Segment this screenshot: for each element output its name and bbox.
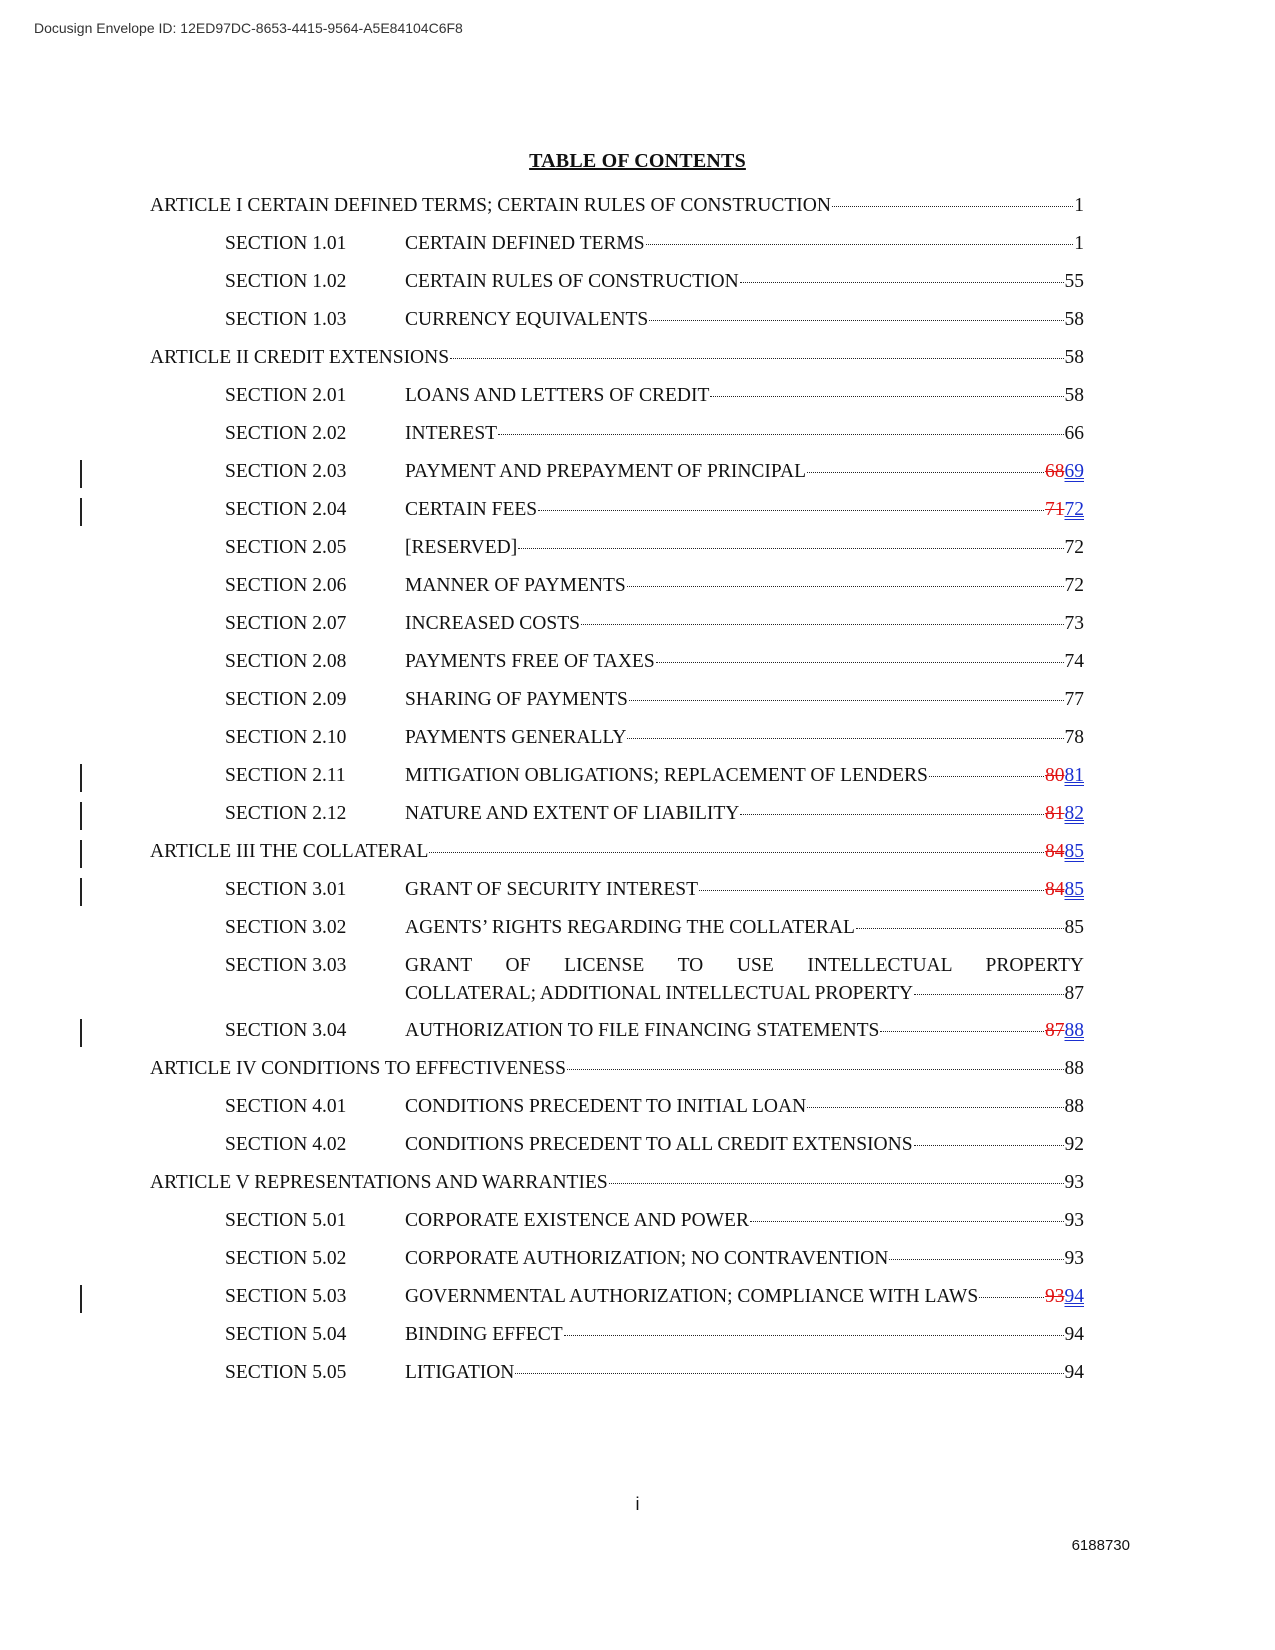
toc-section-entry[interactable] [225, 876, 1084, 904]
deleted-page-number: 87 [1045, 1020, 1065, 1041]
dot-leader [627, 738, 1063, 739]
toc-line [225, 268, 1084, 296]
page-ref[interactable]: 85 [1064, 917, 1084, 938]
page-ref[interactable] [1045, 458, 1084, 486]
toc-section-entry[interactable] [225, 762, 1084, 790]
section-number: SECTION 5.03 [225, 1286, 347, 1307]
toc-line [225, 458, 1084, 486]
section-number: SECTION 4.02 [225, 1134, 347, 1155]
dot-leader [515, 1373, 1063, 1374]
page-ref[interactable]: 73 [1064, 613, 1084, 634]
toc-article-entry[interactable] [150, 838, 1084, 866]
toc-entry-title: CORPORATE AUTHORIZATION; NO CONTRAVENTION [405, 1248, 889, 1269]
dot-leader [629, 700, 1064, 701]
page-ref[interactable]: 87 [1064, 983, 1084, 1004]
toc-entry-body [405, 800, 1084, 828]
toc-entry-title: CERTAIN RULES OF CONSTRUCTION [405, 271, 739, 292]
section-number: SECTION 2.03 [225, 461, 347, 482]
page-ref[interactable] [1045, 876, 1084, 904]
inserted-page-number[interactable]: 94 [1064, 1286, 1084, 1307]
toc-entry-title: INCREASED COSTS [405, 613, 580, 634]
inserted-page-number[interactable]: 69 [1064, 461, 1084, 482]
toc-entry-title: INTEREST [405, 423, 498, 444]
page-ref[interactable] [1045, 800, 1084, 828]
section-number: SECTION 2.05 [225, 537, 347, 558]
section-number: SECTION 2.06 [225, 575, 347, 596]
docusign-envelope-id: Docusign Envelope ID: 12ED97DC-8653-4415-9564-A5E84104C6F8 [34, 20, 463, 36]
dot-leader [914, 1145, 1064, 1146]
toc-line [150, 1169, 1084, 1197]
toc-line [225, 1245, 1084, 1273]
toc-article-entry[interactable] [150, 1169, 1084, 1197]
inserted-page-number[interactable]: 81 [1064, 765, 1084, 786]
toc-section-entry[interactable] [225, 800, 1084, 828]
toc-entry-title: ARTICLE II CREDIT EXTENSIONS [150, 347, 450, 368]
toc-line [225, 230, 1084, 258]
dot-leader [929, 776, 1044, 777]
toc-entry-body [405, 496, 1084, 524]
deleted-page-number: 71 [1045, 499, 1065, 520]
page-ref[interactable]: 78 [1064, 727, 1084, 748]
inserted-page-number[interactable]: 72 [1064, 499, 1084, 520]
page-ref[interactable] [1045, 838, 1084, 866]
dot-leader [832, 206, 1073, 207]
dot-leader [538, 510, 1044, 511]
deleted-page-number: 81 [1045, 803, 1065, 824]
toc-entry-title-line1: GRANT OF LICENSE TO USE INTELLECTUAL PROPERTY [405, 955, 1084, 976]
toc-section-entry[interactable] [225, 1283, 1084, 1311]
toc-section-entry[interactable] [225, 572, 1084, 600]
dot-leader [656, 662, 1064, 663]
toc-section-entry[interactable] [225, 952, 1084, 1008]
dot-leader [856, 928, 1064, 929]
toc-entry-body [405, 1207, 1084, 1235]
toc-entry-title: [RESERVED] [405, 537, 518, 558]
page-number: i [635, 1494, 640, 1514]
page-ref[interactable]: 58 [1064, 385, 1084, 406]
page-ref[interactable]: 58 [1064, 347, 1084, 368]
toc-entry-title: PAYMENT AND PREPAYMENT OF PRINCIPAL [405, 461, 806, 482]
section-number: SECTION 2.04 [225, 499, 347, 520]
dot-leader [710, 396, 1063, 397]
dot-leader [567, 1069, 1064, 1070]
toc-section-entry[interactable] [225, 1131, 1084, 1159]
deleted-page-number: 93 [1045, 1286, 1065, 1307]
dot-leader [429, 852, 1044, 853]
toc-entry-title: NATURE AND EXTENT OF LIABILITY [405, 803, 740, 824]
toc-entry-title: ARTICLE III THE COLLATERAL [150, 841, 429, 862]
toc-line [225, 1283, 1084, 1311]
toc-entry-body [405, 306, 1084, 334]
toc-section-entry[interactable] [225, 534, 1084, 562]
toc-section-entry[interactable] [225, 724, 1084, 752]
inserted-page-number[interactable]: 82 [1064, 803, 1084, 824]
section-number: SECTION 2.12 [225, 803, 347, 824]
dot-leader [807, 1107, 1063, 1108]
toc-entry-line2 [405, 980, 1084, 1008]
toc-section-entry[interactable] [225, 1245, 1084, 1273]
revision-change-bar [80, 840, 82, 868]
page-ref[interactable]: 55 [1064, 271, 1084, 292]
page-ref[interactable]: 77 [1064, 689, 1084, 710]
toc-entry-body [405, 952, 1084, 1008]
toc-entry-title: CORPORATE EXISTENCE AND POWER [405, 1210, 749, 1231]
section-number: SECTION 2.11 [225, 765, 346, 786]
section-number: SECTION 5.02 [225, 1248, 347, 1269]
dot-leader [564, 1335, 1064, 1336]
section-number: SECTION 2.08 [225, 651, 347, 672]
toc-section-entry[interactable] [225, 1321, 1084, 1349]
dot-leader [880, 1031, 1044, 1032]
revision-change-bar [80, 764, 82, 792]
page-ref[interactable]: 58 [1064, 309, 1084, 330]
revision-change-bar [80, 460, 82, 488]
toc-entry-title-line2: COLLATERAL; ADDITIONAL INTELLECTUAL PROPERTY [405, 983, 914, 1004]
section-number: SECTION 2.09 [225, 689, 347, 710]
toc-entry-body [405, 420, 1084, 448]
toc-line [225, 762, 1084, 790]
toc-line [225, 648, 1084, 676]
page-ref[interactable] [1045, 1283, 1084, 1311]
section-number: SECTION 5.05 [225, 1362, 347, 1383]
dot-leader [498, 434, 1063, 435]
dot-leader [649, 320, 1063, 321]
dot-leader [807, 472, 1044, 473]
revision-change-bar [80, 878, 82, 906]
toc-line [225, 572, 1084, 600]
page-ref[interactable] [1045, 1017, 1084, 1045]
toc-entry-title: SHARING OF PAYMENTS [405, 689, 628, 710]
revision-change-bar [80, 498, 82, 526]
toc-entry-body [405, 1245, 1084, 1273]
toc-line [225, 686, 1084, 714]
toc-section-entry[interactable] [225, 420, 1084, 448]
dot-leader [518, 548, 1063, 549]
section-number: SECTION 3.03 [225, 955, 347, 976]
toc-entry-body [405, 572, 1084, 600]
toc-entry-title: GRANT OF SECURITY INTEREST [405, 879, 699, 900]
dot-leader [740, 814, 1044, 815]
toc-entry-title: MANNER OF PAYMENTS [405, 575, 626, 596]
page-ref[interactable]: 92 [1064, 1134, 1084, 1155]
toc-entry-title: PAYMENTS GENERALLY [405, 727, 627, 748]
page-ref[interactable]: 1 [1074, 195, 1084, 216]
toc-line [150, 192, 1084, 220]
toc-line [225, 1207, 1084, 1235]
deleted-page-number: 68 [1045, 461, 1065, 482]
toc-entry-title: LOANS AND LETTERS OF CREDIT [405, 385, 710, 406]
page-title: TABLE OF CONTENTS [529, 150, 746, 172]
toc-entry-title: CURRENCY EQUIVALENTS [405, 309, 649, 330]
page-ref[interactable]: 1 [1074, 233, 1084, 254]
toc-entry-body [405, 724, 1084, 752]
dot-leader [889, 1259, 1063, 1260]
toc-entry-body [405, 648, 1084, 676]
inserted-page-number[interactable]: 85 [1064, 841, 1084, 862]
toc-entry-body [405, 1321, 1084, 1349]
toc-section-entry[interactable] [225, 1359, 1084, 1387]
toc-line [225, 952, 1084, 1008]
toc-entry-title: MITIGATION OBLIGATIONS; REPLACEMENT OF LENDERS [405, 765, 928, 786]
section-number: SECTION 2.02 [225, 423, 347, 444]
toc-line [225, 1093, 1084, 1121]
section-number: SECTION 1.03 [225, 309, 347, 330]
inserted-page-number[interactable]: 85 [1064, 879, 1084, 900]
toc-line [225, 724, 1084, 752]
page-ref[interactable]: 72 [1064, 575, 1084, 596]
toc-line [225, 420, 1084, 448]
toc-entry-body [405, 1017, 1084, 1045]
page-ref[interactable]: 88 [1064, 1096, 1084, 1117]
section-number: SECTION 3.04 [225, 1020, 347, 1041]
section-number: SECTION 1.02 [225, 271, 347, 292]
toc-entry-title: CONDITIONS PRECEDENT TO ALL CREDIT EXTENSIONS [405, 1134, 913, 1155]
toc-entry-title: LITIGATION [405, 1362, 515, 1383]
page-ref[interactable] [1045, 496, 1084, 524]
dot-leader [627, 586, 1064, 587]
page-ref[interactable]: 94 [1064, 1324, 1084, 1345]
toc-line [225, 306, 1084, 334]
toc-entry-body [405, 534, 1084, 562]
toc-section-entry[interactable] [225, 458, 1084, 486]
toc-line [225, 1321, 1084, 1349]
toc-line [225, 1017, 1084, 1045]
toc-line [225, 800, 1084, 828]
toc-section-entry[interactable] [225, 1093, 1084, 1121]
page-ref[interactable]: 93 [1064, 1210, 1084, 1231]
toc-line [225, 876, 1084, 904]
page-ref[interactable]: 93 [1064, 1172, 1084, 1193]
toc-entry-body [405, 1093, 1084, 1121]
toc-section-entry[interactable] [225, 382, 1084, 410]
section-number: SECTION 2.07 [225, 613, 347, 634]
toc-section-entry[interactable] [225, 686, 1084, 714]
section-number: SECTION 3.02 [225, 917, 347, 938]
toc-entry-body [405, 268, 1084, 296]
dot-leader [581, 624, 1064, 625]
section-number: SECTION 3.01 [225, 879, 347, 900]
dot-leader [914, 994, 1063, 995]
page-ref[interactable]: 88 [1064, 1058, 1084, 1079]
toc-line [225, 382, 1084, 410]
revision-change-bar [80, 1285, 82, 1313]
page-ref[interactable]: 74 [1064, 651, 1084, 672]
toc-entry-title: AGENTS’ RIGHTS REGARDING THE COLLATERAL [405, 917, 855, 938]
page-ref[interactable] [1045, 762, 1084, 790]
toc-section-entry[interactable] [225, 648, 1084, 676]
toc-entry-body [405, 1283, 1084, 1311]
page-ref[interactable]: 94 [1064, 1362, 1084, 1383]
toc-entry-body [405, 458, 1084, 486]
toc-entry-title: ARTICLE I CERTAIN DEFINED TERMS; CERTAIN RULES OF CONSTRUCTION [150, 195, 831, 216]
dot-leader [979, 1297, 1044, 1298]
dot-leader [609, 1183, 1064, 1184]
toc-section-entry[interactable] [225, 1207, 1084, 1235]
toc-section-entry[interactable] [225, 230, 1084, 258]
toc-entry-title: CERTAIN FEES [405, 499, 538, 520]
document-number: 6188730 [1071, 1537, 1130, 1554]
dot-leader [740, 282, 1064, 283]
section-number: SECTION 1.01 [225, 233, 347, 254]
page-ref[interactable]: 72 [1064, 537, 1084, 558]
page-ref[interactable]: 66 [1064, 423, 1084, 444]
toc-line [150, 344, 1084, 372]
toc-article-entry[interactable] [150, 192, 1084, 220]
toc-section-entry[interactable] [225, 1017, 1084, 1045]
page-ref[interactable]: 93 [1064, 1248, 1084, 1269]
toc-entry-body [405, 382, 1084, 410]
toc-entry-title: BINDING EFFECT [405, 1324, 563, 1345]
toc-line [225, 534, 1084, 562]
deleted-page-number: 84 [1045, 841, 1065, 862]
toc-section-entry[interactable] [225, 496, 1084, 524]
toc-line [150, 1055, 1084, 1083]
toc-article-entry[interactable] [150, 344, 1084, 372]
dot-leader [646, 244, 1074, 245]
dot-leader [450, 358, 1063, 359]
toc-entry-body [405, 1359, 1084, 1387]
toc-line [225, 610, 1084, 638]
dot-leader [699, 890, 1044, 891]
toc-section-entry[interactable] [225, 306, 1084, 334]
toc-entry-body [405, 762, 1084, 790]
toc-line [150, 838, 1084, 866]
toc-entry-body [405, 914, 1084, 942]
toc-section-entry[interactable] [225, 914, 1084, 942]
toc-entry-title: AUTHORIZATION TO FILE FINANCING STATEMENTS [405, 1020, 880, 1041]
toc-entry-title: ARTICLE IV CONDITIONS TO EFFECTIVENESS [150, 1058, 566, 1079]
toc-entry-body [405, 686, 1084, 714]
toc-line [225, 1131, 1084, 1159]
toc-entry-body [405, 1131, 1084, 1159]
toc-line [225, 1359, 1084, 1387]
toc-entry-body [405, 230, 1084, 258]
toc-entry-body [405, 610, 1084, 638]
toc-section-entry[interactable] [225, 610, 1084, 638]
dot-leader [750, 1221, 1064, 1222]
inserted-page-number[interactable]: 88 [1064, 1020, 1084, 1041]
section-number: SECTION 2.10 [225, 727, 347, 748]
section-number: SECTION 2.01 [225, 385, 347, 406]
section-number: SECTION 5.04 [225, 1324, 347, 1345]
deleted-page-number: 80 [1045, 765, 1065, 786]
toc-entry-title: PAYMENTS FREE OF TAXES [405, 651, 655, 672]
toc-entry-title: CONDITIONS PRECEDENT TO INITIAL LOAN [405, 1096, 807, 1117]
toc-entry-body [405, 876, 1084, 904]
deleted-page-number: 84 [1045, 879, 1065, 900]
section-number: SECTION 5.01 [225, 1210, 347, 1231]
toc-line [225, 914, 1084, 942]
revision-change-bar [80, 1019, 82, 1047]
toc-section-entry[interactable] [225, 268, 1084, 296]
revision-change-bar [80, 802, 82, 830]
toc-entry-title: GOVERNMENTAL AUTHORIZATION; COMPLIANCE WITH LAWS [405, 1286, 979, 1307]
toc-line [225, 496, 1084, 524]
toc-entry-title: CERTAIN DEFINED TERMS [405, 233, 645, 254]
toc-entry-title: ARTICLE V REPRESENTATIONS AND WARRANTIES [150, 1172, 608, 1193]
section-number: SECTION 4.01 [225, 1096, 347, 1117]
toc-article-entry[interactable] [150, 1055, 1084, 1083]
